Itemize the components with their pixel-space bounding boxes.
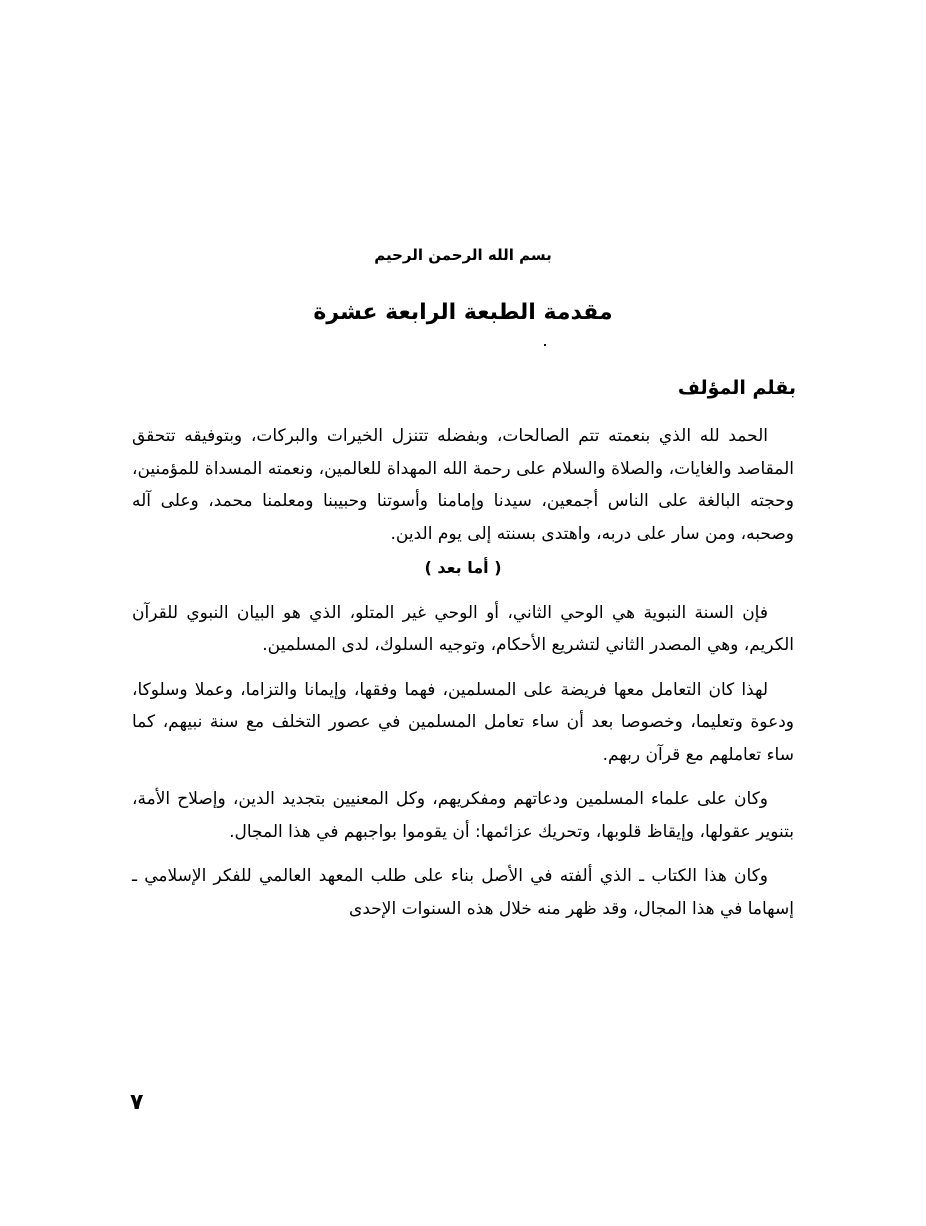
paragraph-3: لهذا كان التعامل معها فريضة على المسلمين، فهما وفقها، وإيمانا والتزاما، وعملا وسلوكا، ودعوة وتعليما، وخصوصا بعد أن ساء تعامل المسلمين في عصور التخلف مع سنة نبيهم، كما ساء تعاملهم مع قرآن ربهم.	[132, 679, 794, 765]
paragraph-5: وكان هذا الكتاب ـ الذي ألفته في الأصل بناء على طلب المعهد العالمي للفكر الإسلامي ـ إسهاما في هذا المجال، وقد ظهر منه خلال هذه السنوات الإحدى	[132, 866, 794, 919]
amma-baad-heading: ( أما بعد )	[424, 558, 502, 577]
paragraph-1: الحمد لله الذي بنعمته تتم الصالحات، وبفضله تتنزل الخيرات والبركات، وبتوفيقه تتحقق المقاصد والغايات، والصلاة والسلام على رحمة الله المهداة للعالمين، ونعمته المسداة للمؤمنين، وحجته البالغة على الناس أجمعين، سيدنا وإمامنا وأسوتنا وحبيبنا ومعلمنا محمد، وعلى آله وصحبه، ومن سار على دربه، واهتدى بسنته إلى يوم الدين.	[132, 426, 794, 544]
page-number: ٧	[130, 1090, 144, 1115]
paragraph-2: فإن السنة النبوية هي الوحي الثاني، أو الوحي غير المتلو، الذي هو البيان النبوي للقرآن الكريم، وهي المصدر الثاني لتشريع الأحكام، وتوجيه السلوك، لدى المسلمين.	[132, 602, 794, 655]
body-text	[132, 420, 794, 937]
author-line: بقلم المؤلف	[677, 377, 796, 399]
paragraph-4: وكان على علماء المسلمين ودعاتهم ومفكريهم، وكل المعنيين بتجديد الدين، وإصلاح الأمة، بتنوير عقولها، وإيقاظ قلوبها، وتحريك عزائمها: أن يقوموا بواجبهم في هذا المجال.	[132, 789, 794, 842]
basmala: بسم الله الرحمن الرحيم	[374, 246, 552, 264]
print-speck	[544, 344, 546, 346]
page-title: مقدمة الطبعة الرابعة عشرة	[313, 300, 613, 325]
